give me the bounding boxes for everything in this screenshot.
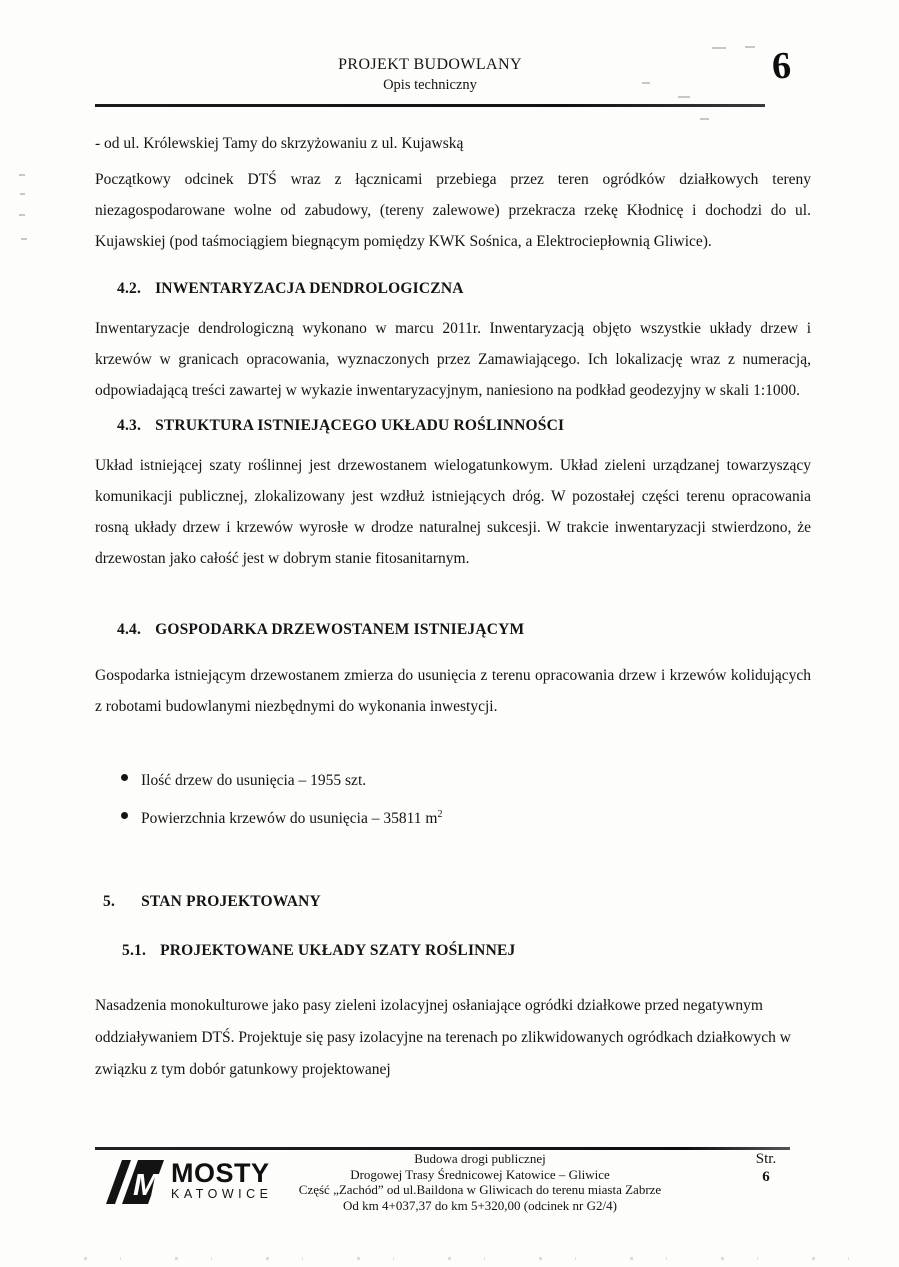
section-5-1-heading	[122, 935, 811, 966]
footer-line-4: Od km 4+037,37 do km 5+320,00 (odcinek nr G2/4)	[343, 1197, 617, 1213]
mosty-logo-icon	[106, 1158, 164, 1206]
section-4-4-heading	[117, 614, 811, 645]
header-divider	[95, 104, 765, 107]
section-number: 4.2.	[117, 280, 142, 297]
handwritten-page-number: 6	[770, 44, 793, 88]
footer-project-description	[268, 1151, 692, 1213]
section-number: 4.4.	[117, 621, 142, 638]
intro-list-line: - od ul. Królewskiej Tamy do skrzyżowaniu z ul. Kujawską	[95, 135, 464, 152]
footer-divider	[95, 1147, 790, 1150]
footer-line-2: Drogowej Trasy Średnicowej Katowice – Gliwice	[350, 1166, 610, 1182]
section-4-3-paragraph: Układ istniejącej szaty roślinnej jest drzewostanem wielogatunkowym. Układ zieleni urządzanej towarzyszący komunikacji publicznej, zlokalizowany jest wzdłuż istniejących dróg. W pozostałej części terenu opracowania rosną układy drzew i krzewów wyrosłe w drodze naturalnej sukcesji. W trakcie inwentaryzacji stwierdzono, że drzewostan jako całość jest w dobrym stanie fitosanitarnym.	[95, 457, 811, 567]
document-title: PROJEKT BUDOWLANY	[338, 56, 522, 73]
footer-page-label: Str.	[755, 1151, 777, 1167]
bullet-shrubs-to-remove	[119, 798, 811, 836]
scan-artifact	[19, 174, 25, 176]
scan-artifact	[745, 46, 755, 48]
section-number: 5.1.	[122, 942, 147, 960]
section-number: 4.3.	[117, 417, 142, 434]
bullet-text: Ilość drzew do usunięcia – 1955 szt.	[141, 772, 367, 790]
logo-text	[171, 1158, 273, 1202]
section-title: GOSPODARKA DRZEWOSTANEM ISTNIEJĄCYM	[155, 621, 525, 638]
section-4-3-heading	[117, 410, 811, 441]
section-5-1-paragraph: Nasadzenia monokulturowe jako pasy zieleni izolacyjnej osłaniające ogródki działkowe przed negatywnym oddziaływaniem DTŚ. Projektuje się pasy izolacyjne na terenach po zlikwidowanych ogródkach działkowych w związku z tym dobór gatunkowy projektowanej	[95, 997, 791, 1079]
company-logo	[106, 1158, 273, 1206]
page-header	[95, 56, 765, 94]
scan-artifact	[642, 82, 650, 84]
section-4-2-heading	[117, 273, 811, 304]
scan-artifact	[21, 238, 27, 240]
bullet-trees-to-remove	[119, 760, 811, 798]
footer-page-number: 6	[762, 1169, 770, 1185]
logo-company-city: KATOWICE	[171, 1187, 273, 1201]
document-body	[95, 128, 811, 1086]
scan-artifact	[700, 118, 709, 120]
section-4-2-paragraph: Inwentaryzacje dendrologiczną wykonano w marcu 2011r. Inwentaryzacją objęto wszystkie układy drzew i krzewów w granicach opracowania, wyznaczonych przez Zamawiającego. Ich lokalizację wraz z numeracją, odpowiadającą treści zawartej w wykazie inwentaryzacyjnym, naniesiono na podkład geodezyjny w skali 1:1000.	[95, 320, 811, 399]
scan-artifact	[712, 47, 726, 49]
removal-bullet-list	[119, 760, 811, 836]
scan-artifact	[678, 96, 690, 98]
scan-artifact	[20, 193, 25, 195]
bullet-text: Powierzchnia krzewów do usunięcia – 35811 m	[141, 810, 438, 828]
footer-page-indicator	[736, 1151, 796, 1186]
footer-line-1: Budowa drogi publicznej	[414, 1151, 546, 1166]
svg-text:M: M	[133, 1167, 159, 1202]
document-subtitle: Opis techniczny	[383, 77, 477, 93]
section-title: PROJEKTOWANE UKŁADY SZATY ROŚLINNEJ	[160, 942, 516, 960]
section-title: STAN PROJEKTOWANY	[141, 893, 321, 911]
section-4-4-paragraph: Gospodarka istniejącym drzewostanem zmierza do usunięcia z terenu opracowania drzew i krzewów kolidujących z robotami budowlanymi niezbędnymi do wykonania inwestycji.	[95, 667, 811, 715]
section-title: INWENTARYZACJA DENDROLOGICZNA	[155, 280, 464, 297]
scan-artifact	[19, 214, 25, 216]
intro-paragraph: Początkowy odcinek DTŚ wraz z łącznicami przebiega przez teren ogródków działkowych tereny niezagospodarowane wolne od zabudowy, (tereny zalewowe) przekracza rzekę Kłodnicę i dochodzi do ul. Kujawskiej (pod taśmociągiem biegnącym pomiędzy KWK Sośnica, a Elektrociepłownią Gliwice).	[95, 171, 811, 250]
footer-line-3: Część „Zachód” od ul.Baildona w Gliwicach do terenu miasta Zabrze	[298, 1182, 662, 1197]
section-title: STRUKTURA ISTNIEJĄCEGO UKŁADU ROŚLINNOŚCI	[155, 417, 565, 434]
scan-noise-row	[30, 1257, 870, 1260]
section-5-heading	[103, 886, 811, 917]
bullet-superscript: 2	[437, 809, 443, 821]
section-number: 5.	[103, 893, 116, 911]
logo-company-name: MOSTY	[171, 1158, 270, 1188]
